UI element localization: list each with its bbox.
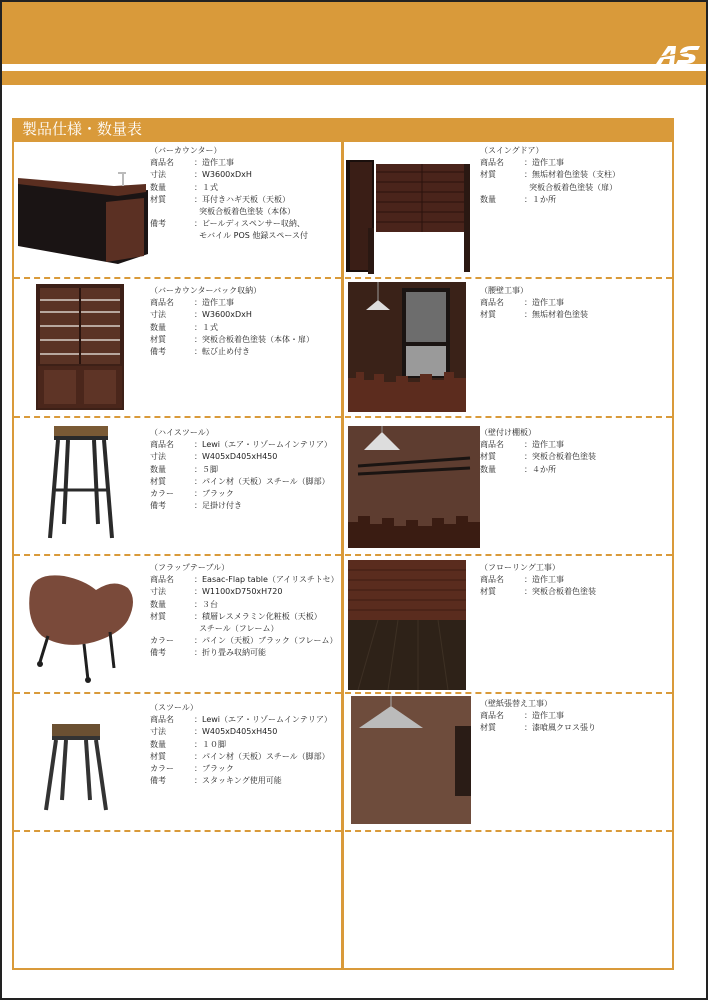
item-flooring bbox=[480, 562, 596, 599]
header-band bbox=[2, 2, 706, 64]
item-wallpaper bbox=[480, 698, 596, 735]
header-subband bbox=[2, 71, 706, 85]
spec-row: 突板合板着色塗装（本体） bbox=[194, 207, 296, 217]
spec-row: 備考 ：スタッキング使用可能 bbox=[150, 776, 282, 786]
spec-row: 商品名 ：Lewi（エア・リゾームインテリア） bbox=[150, 440, 332, 450]
flooring-image bbox=[348, 560, 466, 690]
spec-row: 材質 ：耳付きハギ天板（天板） bbox=[150, 194, 290, 204]
spec-row: 備考 ：転び止め付き bbox=[150, 347, 250, 357]
row-divider bbox=[14, 416, 672, 418]
spec-row: 数量 ：１式 bbox=[150, 322, 218, 332]
item-title: （フラップテーブル） bbox=[150, 563, 230, 572]
item-title: （フローリング工事） bbox=[480, 563, 560, 572]
spec-row: 商品名 ：造作工事 bbox=[480, 440, 564, 450]
item-stool bbox=[150, 702, 332, 787]
spec-row: 寸法 ：W405xD405xH450 bbox=[150, 452, 278, 462]
spec-row: 数量 ：５脚 bbox=[150, 464, 218, 474]
spec-row: 寸法 ：W3600xDxH bbox=[150, 170, 252, 180]
item-title: （壁付け棚板） bbox=[480, 428, 536, 437]
spec-row: 材質 ：無垢材着色塗装（支柱） bbox=[480, 170, 620, 180]
spec-row: スチール（フレーム） bbox=[194, 624, 279, 634]
spec-row: 商品名 ：Easac-Flap table（アイリスチトセ） bbox=[150, 575, 339, 585]
spec-row: 寸法 ：W405xD405xH450 bbox=[150, 727, 278, 737]
spec-row: 材質 ：パイン材（天板）スチール（脚部） bbox=[150, 476, 330, 486]
spec-row: 商品名 ：造作工事 bbox=[150, 158, 234, 168]
spec-row: 材質 ：積層レスメラミン化粧板（天板） bbox=[150, 611, 322, 621]
item-flap-table bbox=[150, 562, 339, 660]
item-wall-shelf bbox=[480, 427, 596, 476]
wainscot-image bbox=[348, 282, 466, 412]
spec-row: 商品名 ：造作工事 bbox=[150, 298, 234, 308]
item-title: （バーカウンターバック収納） bbox=[150, 286, 262, 295]
row-divider bbox=[14, 277, 672, 279]
spec-row: 数量 ：３台 bbox=[150, 599, 218, 609]
item-title: （スツール） bbox=[150, 703, 198, 712]
spec-row: 数量 ：４か所 bbox=[480, 464, 556, 474]
section-title: 製品仕様・数量表 bbox=[12, 118, 674, 140]
wallpaper-image bbox=[351, 696, 471, 824]
item-back-bar-storage bbox=[150, 285, 314, 358]
row-divider bbox=[14, 554, 672, 556]
spec-row: 備考 ：足掛け付き bbox=[150, 501, 242, 511]
bar-counter-image bbox=[14, 172, 148, 264]
spec-row: 突板合板着色塗装（扉） bbox=[524, 182, 618, 192]
spec-row: 数量 ：１０脚 bbox=[150, 739, 226, 749]
spec-row: 商品名 ：造作工事 bbox=[480, 298, 564, 308]
back-bar-storage-image bbox=[36, 284, 124, 410]
item-high-stool bbox=[150, 427, 332, 512]
spec-row: 数量 ：１か所 bbox=[480, 194, 556, 204]
flap-table-image bbox=[24, 570, 136, 684]
spec-row: 商品名 ：Lewi（エア・リゾームインテリア） bbox=[150, 715, 332, 725]
row-divider bbox=[14, 692, 672, 694]
item-swing-door bbox=[480, 145, 620, 206]
spec-row: モバイル POS 他録スペース付 bbox=[194, 231, 308, 241]
spec-row: 材質 ：突板合板着色塗装（本体・扉） bbox=[150, 334, 314, 344]
swing-door-image bbox=[346, 152, 482, 274]
spec-row: 材質 ：突板合板着色塗装 bbox=[480, 452, 596, 462]
wall-shelf-image bbox=[348, 426, 480, 548]
row-divider bbox=[14, 830, 672, 832]
spec-row: カラー ：パイン（天板）ブラック（フレーム） bbox=[150, 636, 338, 646]
spec-row: 材質 ：パイン材（天板）スチール（脚部） bbox=[150, 751, 330, 761]
spec-row: 備考 ：ビールディスペンサー収納、 bbox=[150, 219, 305, 229]
company-logo bbox=[654, 44, 702, 66]
spec-row: カラー ：ブラック bbox=[150, 764, 234, 774]
spec-row: 商品名 ：造作工事 bbox=[480, 711, 564, 721]
spec-row: 商品名 ：造作工事 bbox=[480, 158, 564, 168]
stool-image bbox=[40, 720, 112, 812]
spec-row: 商品名 ：造作工事 bbox=[480, 575, 564, 585]
item-bar-counter bbox=[150, 145, 308, 243]
item-title: （バーカウンター） bbox=[150, 146, 222, 155]
spec-row: 材質 ：漆喰風クロス張り bbox=[480, 723, 596, 733]
item-title: （腰壁工事） bbox=[480, 286, 528, 295]
item-title: （壁紙張替え工事） bbox=[480, 699, 552, 708]
spec-row: 備考 ：折り畳み収納可能 bbox=[150, 648, 266, 658]
item-title: （ハイスツール） bbox=[150, 428, 214, 437]
item-wainscot bbox=[480, 285, 588, 322]
high-stool-image bbox=[44, 424, 118, 540]
spec-row: 材質 ：無垢材着色塗装 bbox=[480, 310, 588, 320]
item-title: （スイングドア） bbox=[480, 146, 544, 155]
spec-row: 寸法 ：W1100xD750xH720 bbox=[150, 587, 283, 597]
spec-row: 寸法 ：W3600xDxH bbox=[150, 310, 252, 320]
spec-row: 材質 ：突板合板着色塗装 bbox=[480, 587, 596, 597]
spec-row: 数量 ：１式 bbox=[150, 182, 218, 192]
spec-row: カラー ：ブラック bbox=[150, 489, 234, 499]
